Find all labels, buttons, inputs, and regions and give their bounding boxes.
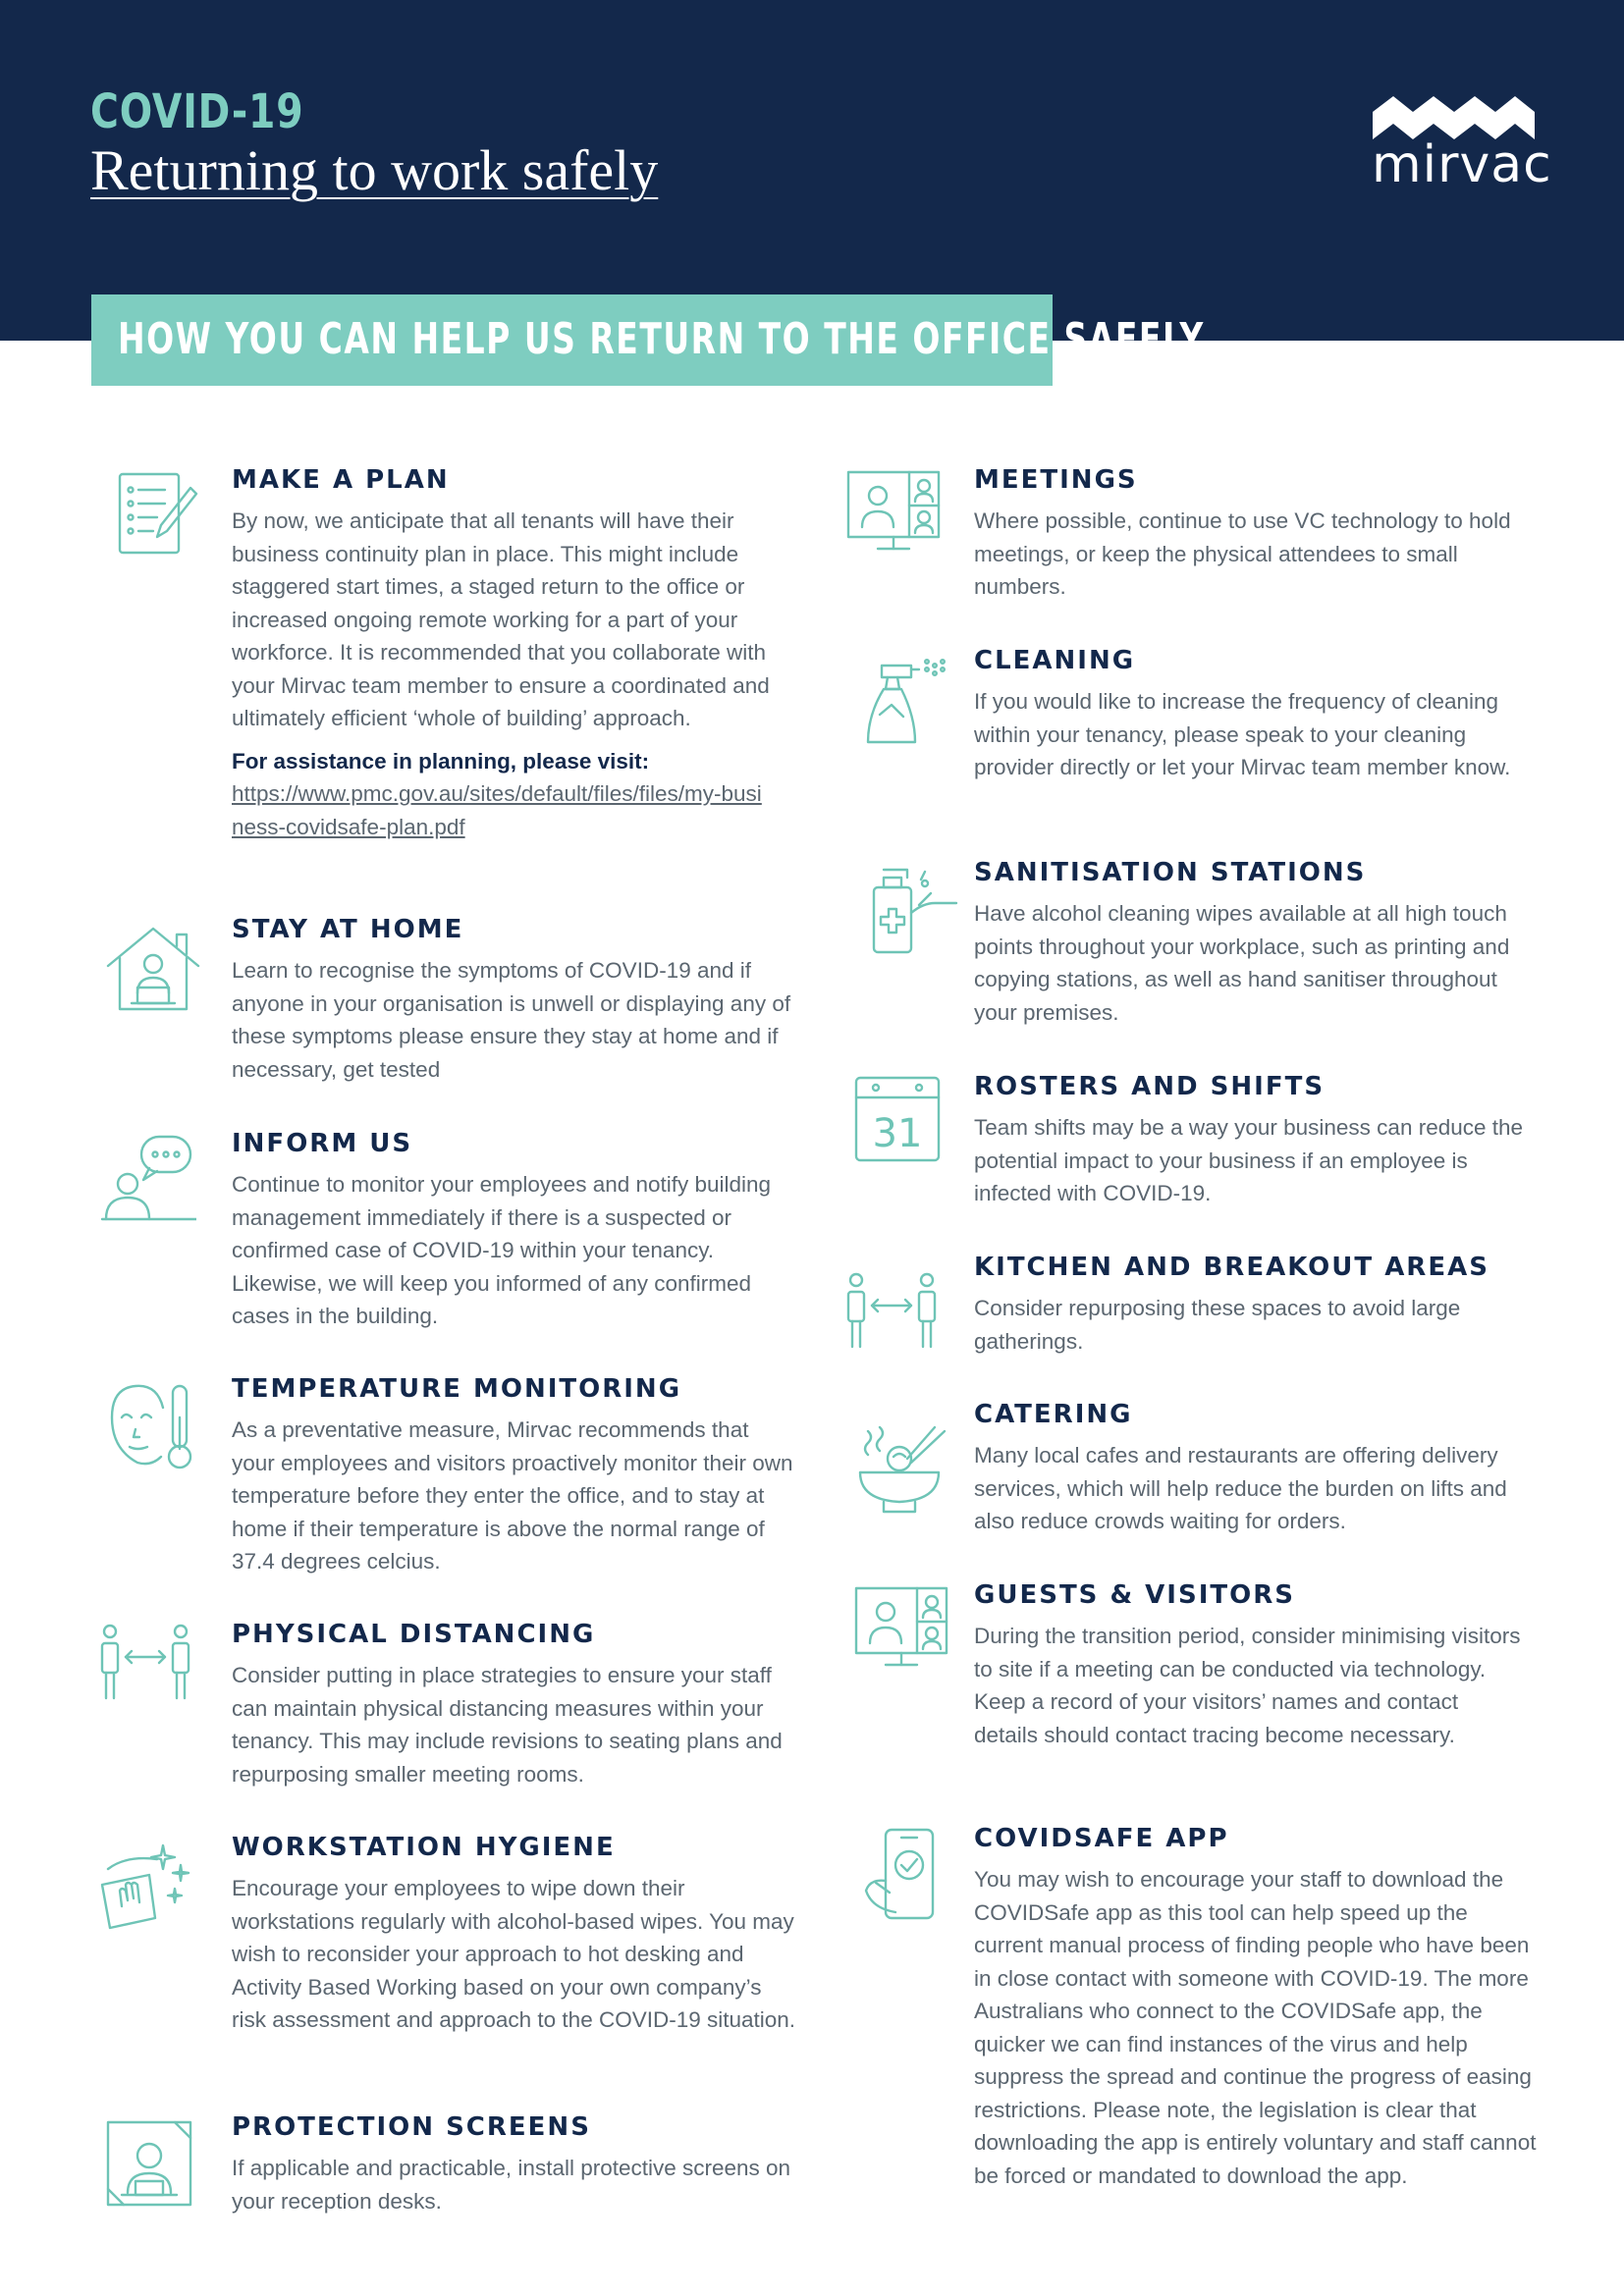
video-call-icon bbox=[854, 1582, 952, 1681]
section-body: As a preventative measure, Mirvac recommends that your employees and visitors proactively monitor their own temperature before they enter the office, and to stay at home if their temperature is above the normal range of 37.4 degrees celcius. bbox=[232, 1417, 793, 1574]
face-thermometer-icon bbox=[102, 1378, 200, 1476]
section-body: You may wish to encourage your staff to download the COVIDSafe app as this tool can help speed up the current manual process of finding people who have been in close contact with someone with COVID-19. The more Australians who connect to the COVIDSafe app, the quicker we can find instances of the virus and help suppress the spread and continue the progress of easing restrictions. Please note, the legislation is clear that downloading the app is entirely voluntary and staff cannot be forced or mandated to download the app. bbox=[974, 1867, 1537, 2188]
section-body: Encourage your employees to wipe down their workstations regularly with alcohol-based wipes. You may wish to reconsider your approach to hot desking and Activity Based Working based on your own company’s risk assessment and approach to the COVID-19 situation. bbox=[232, 1876, 796, 2032]
section-body: By now, we anticipate that all tenants will have their business continuity plan in place. This might include staggered start times, a staged return to the office or increased ongoing remote working for a part of your workforce. It is recommended that you collaborate with your Mirvac team member to ensure a coordinated and ultimately efficient ‘whole of building’ approach. bbox=[232, 508, 770, 730]
section-title: PROTECTION SCREENS bbox=[232, 2112, 591, 2142]
house-person-icon bbox=[104, 921, 202, 1019]
section-title: WORKSTATION HYGIENE bbox=[232, 1833, 616, 1862]
section-body: Learn to recognise the symptoms of COVID-19 and if anyone in your organisation is unwell or displaying any of these symptoms please ensure they stay at home and if necessary, get tested bbox=[232, 958, 791, 1082]
section-body: If applicable and practicable, install protective screens on your reception desks. bbox=[232, 2156, 791, 2214]
section-guests bbox=[974, 1578, 1524, 1751]
wipe-sparkle-icon bbox=[98, 1836, 196, 1934]
calendar-day: 31 bbox=[872, 1111, 923, 1156]
noodle-bowl-icon bbox=[854, 1423, 952, 1522]
section-body: If you would like to increase the frequency of cleaning within your tenancy, please speak to your cleaning provider directly or let your Mirvac team member know. bbox=[974, 689, 1511, 779]
planning-link[interactable]: https://www.pmc.gov.au/sites/default/files/files/my-business-covidsafe-plan.pdf bbox=[232, 781, 762, 839]
protection-screen-icon bbox=[102, 2116, 200, 2215]
section-sanitisation bbox=[974, 856, 1524, 1029]
section-body: Many local cafes and restaurants are offering delivery services, which will help reduce the burden on lifts and also reduce crowds waiting for orders. bbox=[974, 1443, 1507, 1533]
section-title: STAY AT HOME bbox=[232, 915, 464, 944]
section-catering bbox=[974, 1398, 1524, 1538]
section-body: Continue to monitor your employees and notify building management immediately if there is a suspected or confirmed case of COVID-19 within your tenancy. Likewise, we will keep you informed of any confirmed cases in the building. bbox=[232, 1172, 772, 1328]
section-inform-us bbox=[232, 1127, 791, 1333]
section-title: PHYSICAL DISTANCING bbox=[232, 1620, 596, 1649]
section-body: Consider repurposing these spaces to avoid large gatherings. bbox=[974, 1296, 1461, 1354]
section-title: TEMPERATURE MONITORING bbox=[232, 1374, 682, 1404]
distancing-people-icon bbox=[842, 1266, 941, 1364]
page-header bbox=[0, 0, 1624, 341]
video-call-icon bbox=[846, 466, 945, 564]
section-body: Where possible, continue to use VC technology to hold meetings, or keep the physical attendees to small numbers. bbox=[974, 508, 1511, 599]
section-banner bbox=[91, 294, 1205, 386]
section-body: Team shifts may be a way your business can reduce the potential impact to your business if an employee is infected with COVID-19. bbox=[974, 1115, 1524, 1205]
section-meetings bbox=[974, 463, 1524, 604]
assistance-label: For assistance in planning, please visit: bbox=[232, 748, 650, 774]
section-cleaning bbox=[974, 644, 1524, 784]
section-covidsafe bbox=[974, 1822, 1539, 2192]
header-kicker: COVID-19 bbox=[90, 84, 304, 139]
section-kitchen bbox=[974, 1251, 1524, 1358]
section-body: Have alcohol cleaning wipes available at all high touch points throughout your workplace, such as printing and copying stations, as well as hand sanitiser throughout your premises. bbox=[974, 901, 1510, 1025]
section-protection-screens bbox=[232, 2110, 791, 2217]
page-title: Returning to work safely bbox=[90, 138, 659, 202]
banner-heading: HOW YOU CAN HELP US RETURN TO THE OFFICE SAFELY bbox=[118, 314, 1205, 364]
section-make-plan bbox=[232, 463, 791, 843]
chat-person-icon bbox=[98, 1129, 196, 1227]
section-title: ROSTERS AND SHIFTS bbox=[974, 1072, 1326, 1101]
section-title: SANITISATION STATIONS bbox=[974, 858, 1367, 887]
section-title: KITCHEN AND BREAKOUT AREAS bbox=[974, 1253, 1489, 1282]
section-title: GUESTS & VISITORS bbox=[974, 1580, 1295, 1610]
distancing-people-icon bbox=[96, 1618, 194, 1716]
section-stay-at-home bbox=[232, 913, 791, 1086]
section-distancing bbox=[232, 1618, 801, 1790]
section-temperature bbox=[232, 1372, 796, 1578]
mirvac-logo-text: mirvac bbox=[1372, 135, 1552, 194]
section-workstation-hygiene bbox=[232, 1831, 796, 2037]
section-rosters bbox=[974, 1070, 1524, 1210]
section-title: CLEANING bbox=[974, 646, 1136, 675]
section-title: COVIDSAFE APP bbox=[974, 1824, 1229, 1853]
section-title: MAKE A PLAN bbox=[232, 465, 450, 495]
section-body: During the transition period, consider minimising visitors to site if a meeting can be conducted via technology. Keep a record of your visitors’ names and contact details should contact tracing become necessary. bbox=[974, 1624, 1521, 1747]
section-body: Consider putting in place strategies to ensure your staff can maintain physical distancing measures within your tenancy. This may include revisions to seating plans and repurposing smaller meeting rooms. bbox=[232, 1663, 783, 1787]
calendar-icon bbox=[852, 1072, 950, 1170]
checklist-icon bbox=[106, 466, 204, 564]
section-title: CATERING bbox=[974, 1400, 1133, 1429]
phone-app-icon bbox=[856, 1826, 954, 1924]
section-title: INFORM US bbox=[232, 1129, 413, 1158]
hand-sanitiser-icon bbox=[864, 862, 962, 960]
section-title: MEETINGS bbox=[974, 465, 1138, 495]
spray-bottle-icon bbox=[858, 656, 956, 754]
